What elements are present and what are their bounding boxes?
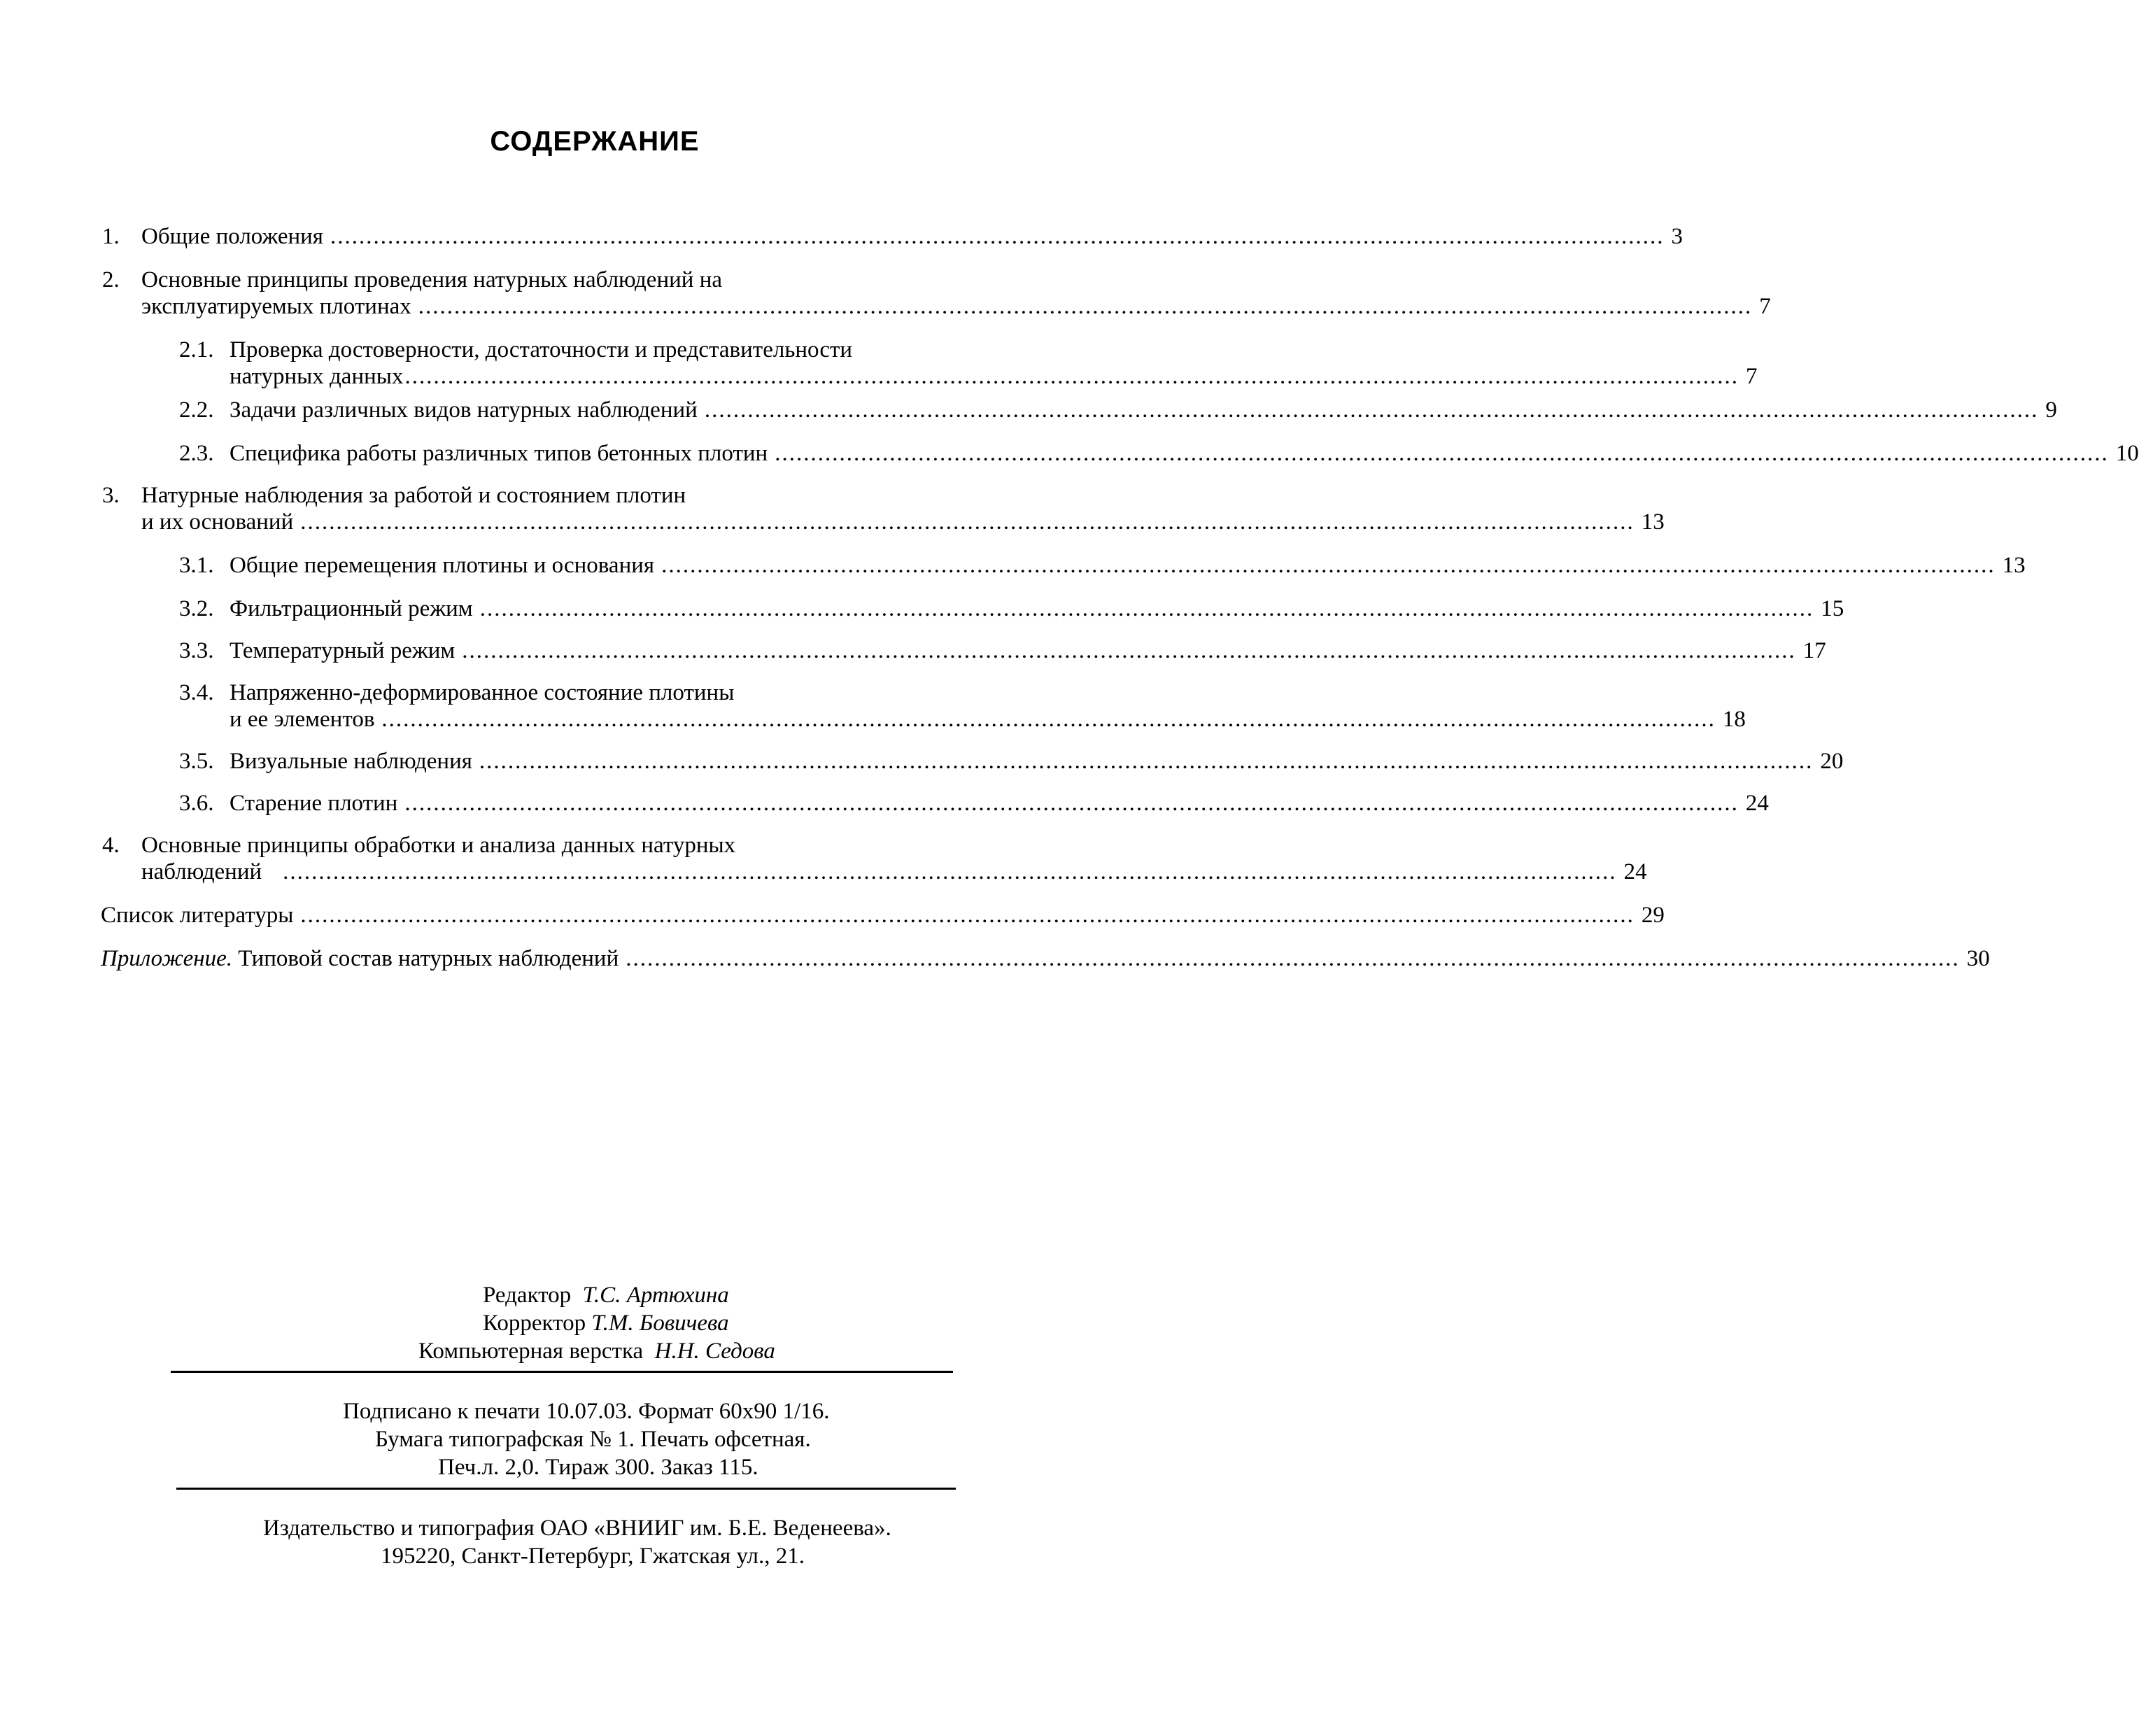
publisher-line-1: Издательство и типография ОАО «ВНИИГ им. Б.Е. Веденеева». xyxy=(263,1516,891,1541)
toc-entry xyxy=(0,266,1189,294)
toc-page: 24 xyxy=(1623,859,1647,884)
toc-title: Основные принципы обработки и анализа данных натурных xyxy=(141,833,736,858)
toc-number: 4. xyxy=(102,833,120,858)
toc-entry xyxy=(0,831,1189,859)
toc-entry xyxy=(0,396,2057,424)
toc-entry-continuation xyxy=(0,508,1665,536)
toc-title: Общие положения xyxy=(141,224,323,249)
toc-entry xyxy=(0,439,2139,467)
toc-entry xyxy=(0,945,1990,973)
corrector-name: Т.М. Бовичева xyxy=(591,1311,729,1336)
toc-leader: .......................................................................................................................................................................................... xyxy=(404,791,1739,816)
toc-entry xyxy=(0,336,1189,364)
toc-entry-continuation xyxy=(0,705,1746,733)
divider xyxy=(171,1371,953,1373)
toc-title-cont: эксплуатируемых плотинах xyxy=(141,294,411,319)
page-title: СОДЕРЖАНИЕ xyxy=(490,126,700,157)
toc-title: Типовой состав натурных наблюдений xyxy=(238,946,619,971)
toc-title: Старение плотин xyxy=(230,791,398,816)
layout-label: Компьютерная верстка xyxy=(418,1339,644,1364)
toc-title: Температурный режим xyxy=(230,638,456,663)
toc-entry xyxy=(0,901,1665,929)
toc-appendix-label: Приложение. xyxy=(101,946,232,971)
toc-title: Натурные наблюдения за работой и состоянием плотин xyxy=(141,483,686,508)
editor-label: Редактор xyxy=(483,1283,572,1308)
toc-title-cont: и ее элементов xyxy=(230,707,375,732)
toc-title: Задачи различных видов натурных наблюдений xyxy=(230,397,698,423)
toc-number: 3.3. xyxy=(179,638,214,663)
toc-leader: .......................................................................................................................................................................................... xyxy=(626,946,1960,971)
toc-leader: .......................................................................................................................................................................................... xyxy=(661,553,1996,578)
toc-number: 3.5. xyxy=(179,749,214,774)
toc-entry xyxy=(0,595,1844,623)
toc-title: Фильтрационный режим xyxy=(230,596,473,621)
toc-entry-continuation xyxy=(0,292,1771,320)
toc-number: 1. xyxy=(102,224,120,249)
toc-number: 2. xyxy=(102,267,120,292)
toc-title: Специфика работы различных типов бетонных плотин xyxy=(230,441,768,466)
toc-entry xyxy=(0,481,1189,509)
toc-number: 3.6. xyxy=(179,791,214,816)
toc-entry xyxy=(0,223,1683,250)
toc-title-cont: и их оснований xyxy=(141,509,294,535)
toc-leader: .......................................................................................................................................................................................... xyxy=(283,859,1617,884)
toc-entry-continuation xyxy=(0,858,1647,886)
toc-page: 3 xyxy=(1671,224,1683,249)
toc-leader: .......................................................................................................................................................................................... xyxy=(404,364,1739,389)
layout-line xyxy=(418,1337,775,1365)
toc-number: 3.2. xyxy=(179,596,214,621)
toc-leader: .......................................................................................................................................................................................... xyxy=(462,638,1796,663)
toc-number: 3.4. xyxy=(179,680,214,705)
toc-page: 24 xyxy=(1745,791,1769,816)
toc-title-cont: натурных данных xyxy=(230,364,404,389)
toc-title-cont: наблюдений xyxy=(141,859,262,884)
print-line-2: Бумага типографская № 1. Печать офсетная. xyxy=(375,1427,811,1452)
toc-page: 7 xyxy=(1759,294,1771,319)
toc-page: 17 xyxy=(1802,638,1826,663)
toc-page: 13 xyxy=(1641,509,1665,535)
toc-leader: .......................................................................................................................................................................................... xyxy=(330,224,1665,249)
toc-page: 30 xyxy=(1966,946,1990,971)
toc-leader: .......................................................................................................................................................................................... xyxy=(704,397,2039,423)
toc-number: 3.1. xyxy=(179,553,214,578)
toc-entry xyxy=(0,551,2026,579)
toc-leader: .......................................................................................................................................................................................... xyxy=(300,509,1635,535)
toc-entry xyxy=(0,747,1844,775)
divider xyxy=(176,1488,956,1490)
toc-page: 20 xyxy=(1820,749,1844,774)
toc-page: 18 xyxy=(1722,707,1746,732)
toc-entry xyxy=(0,789,1769,817)
toc-page: 15 xyxy=(1821,596,1844,621)
toc-title: Список литературы xyxy=(101,903,294,928)
corrector-label: Корректор xyxy=(483,1311,586,1336)
toc-entry xyxy=(0,679,1189,707)
toc-number: 2.3. xyxy=(179,441,214,466)
toc-entry xyxy=(0,637,1826,665)
editor-line xyxy=(483,1281,729,1309)
toc-title: Визуальные наблюдения xyxy=(230,749,472,774)
toc-leader: .......................................................................................................................................................................................... xyxy=(300,903,1635,928)
toc-page: 29 xyxy=(1641,903,1665,928)
toc-leader: .......................................................................................................................................................................................... xyxy=(775,441,2109,466)
toc-leader: .......................................................................................................................................................................................... xyxy=(381,707,1716,732)
print-line-1: Подписано к печати 10.07.03. Формат 60х90 1/16. xyxy=(343,1399,830,1424)
toc-title: Напряженно-деформированное состояние плотины xyxy=(230,680,735,705)
toc-number: 3. xyxy=(102,483,120,508)
toc-title: Общие перемещения плотины и основания xyxy=(230,553,655,578)
toc-page: 10 xyxy=(2115,441,2139,466)
editor-name: Т.С. Артюхина xyxy=(582,1283,729,1308)
print-line-3: Печ.л. 2,0. Тираж 300. Заказ 115. xyxy=(438,1455,758,1480)
toc-title: Основные принципы проведения натурных наблюдений на xyxy=(141,267,722,292)
toc-leader: .......................................................................................................................................................................................... xyxy=(479,749,1814,774)
toc-title: Проверка достоверности, достаточности и представительности xyxy=(230,337,853,362)
toc-leader: .......................................................................................................................................................................................... xyxy=(479,596,1814,621)
toc-number: 2.2. xyxy=(179,397,214,423)
layout-name: Н.Н. Седова xyxy=(654,1339,775,1364)
toc-leader: .......................................................................................................................................................................................... xyxy=(418,294,1753,319)
toc-page: 13 xyxy=(2002,553,2026,578)
toc-number: 2.1. xyxy=(179,337,214,362)
toc-page: 7 xyxy=(1745,364,1758,389)
publisher-line-2: 195220, Санкт-Петербург, Гжатская ул., 21. xyxy=(381,1544,805,1569)
toc-entry-continuation xyxy=(0,362,1758,390)
corrector-line xyxy=(483,1309,729,1337)
toc-page: 9 xyxy=(2045,397,2057,423)
